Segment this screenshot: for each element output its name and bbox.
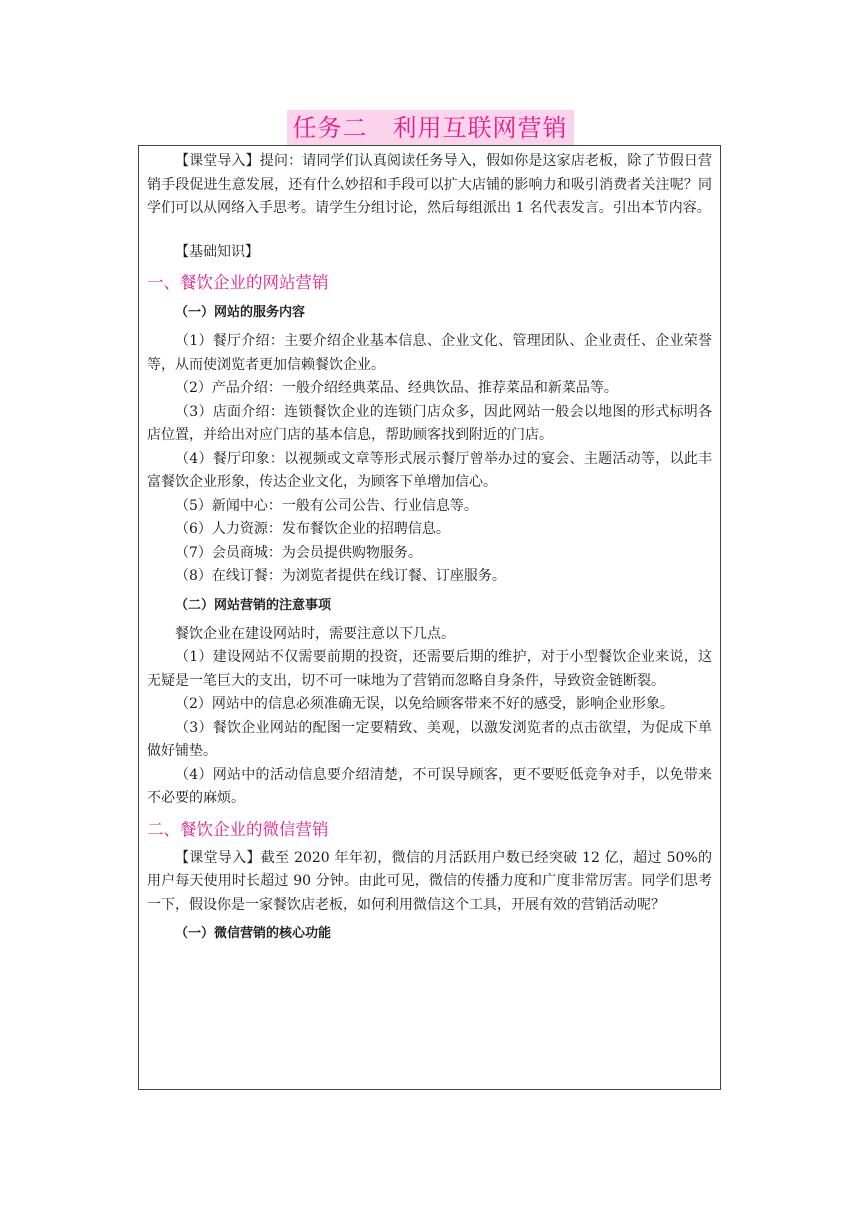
list-item: （3）店面介绍：连锁餐饮企业的连锁门店众多，因此网站一般会以地图的形式标明各店位置，并给出对应门店的基本信息，帮助顾客找到附近的门店。 [147,403,712,443]
list-item: （7）会员商城：为会员提供购物服务。 [175,544,422,561]
list-item: （4）餐厅印象：以视频或文章等形式展示餐厅曾举办过的宴会、主题活动等，以此丰富餐饮企业形象，传达企业文化，为顾客下单增加信心。 [147,450,712,490]
section2-intro: 【课堂导入】截至 2020 年年初，微信的月活跃用户数已经突破 12 亿，超过 50%的用户每天使用时长超过 90 分钟。由此可见，微信的传播力度和广度非常厉害。同学们思考一下，假设你是一家餐饮店老板，如何利用微信这个工具，开展有效的营销活动呢？ [147,849,712,913]
section1-heading: 一、餐饮企业的网站营销 [147,273,329,292]
section1-sub2-heading: （二）网站营销的注意事项 [175,597,332,613]
list-item: （4）网站中的活动信息要介绍清楚，不可误导顾客，更不要贬低竞争对手，以免带来不必要的麻烦。 [147,766,712,806]
list-item: （1）餐厅介绍：主要介绍企业基本信息、企业文化、管理团队、企业责任、企业荣誉等，从而使浏览者更加信赖餐饮企业。 [147,333,712,373]
list-item: （6）人力资源：发布餐饮企业的招聘信息。 [175,521,450,537]
list-item: （2）网站中的信息必须准确无误，以免给顾客带来不好的感受，影响企业形象。 [175,696,674,712]
page-title: 任务二 利用互联网营销 [287,110,574,146]
title-wrap [0,110,860,146]
section2-sub1-heading: （一）微信营销的核心功能 [175,926,332,941]
list-item: （3）餐饮企业网站的配图一定要精致、美观，以激发浏览者的点击欲望，为促成下单做好铺垫。 [147,719,712,759]
spacer [147,221,712,241]
section1-sub1-heading: （一）网站的服务内容 [175,305,306,320]
content-box [138,145,721,1090]
section2-heading: 二、餐饮企业的微信营销 [147,819,329,839]
list-item: （8）在线订餐：为浏览者提供在线订餐、订座服务。 [175,568,506,584]
list-item: （1）建设网站不仅需要前期的投资，还需要后期的维护，对于小型餐饮企业来说，这无疑是一笔巨大的支出，切不可一味地为了营销而忽略自身条件，导致资金链断裂。 [147,649,712,689]
list-item: （5）新闻中心：一般有公司公告、行业信息等。 [175,497,478,514]
intro-paragraph: 【课堂导入】提问：请同学们认真阅读任务导入，假如你是这家店老板，除了节假日营销手段促进生意发展，还有什么妙招和手段可以扩大店铺的影响力和吸引消费者关注呢？同学们可以从网络入手思考。请学生分组讨论，然后每组派出 1 名代表发言。引出本节内容。 [147,153,712,216]
list-item: （2）产品介绍：一般介绍经典菜品、经典饮品、推荐菜品和新菜品等。 [175,380,618,396]
basic-knowledge-label: 【基础知识】 [175,243,259,260]
section1-sub2-lead: 餐饮企业在建设网站时，需要注意以下几点。 [175,625,455,642]
